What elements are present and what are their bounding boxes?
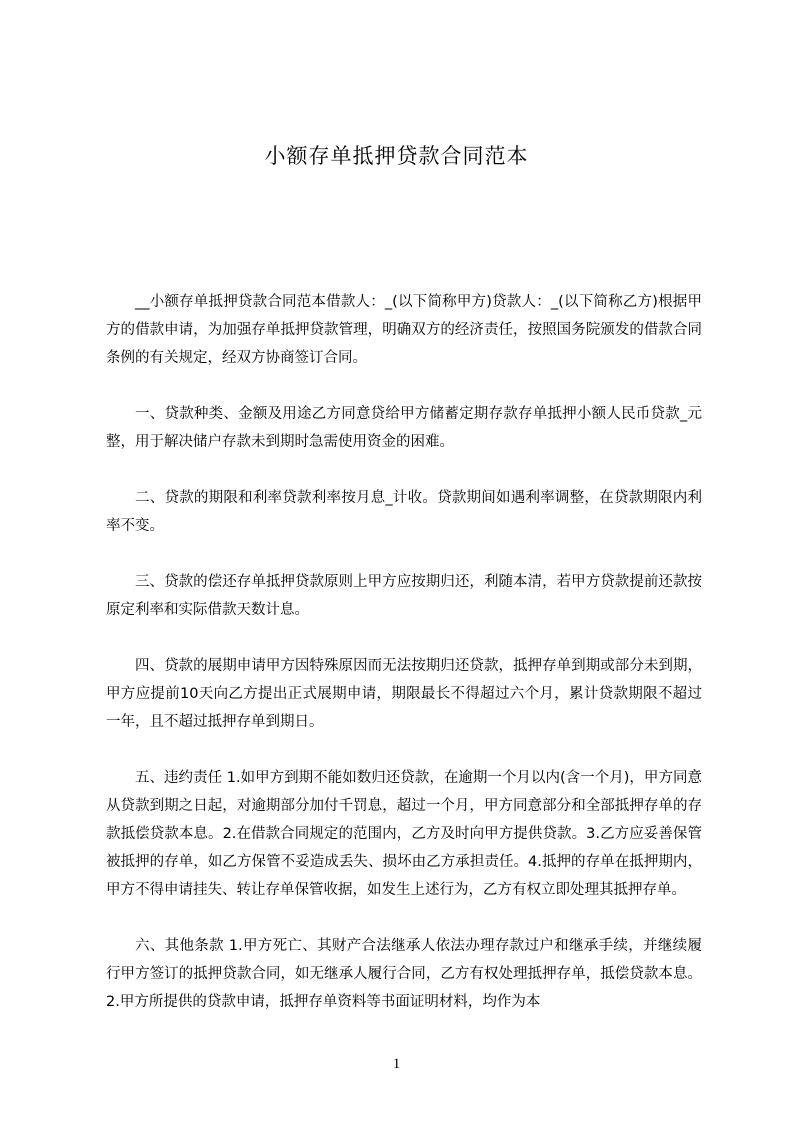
paragraph-clause-5: 五、违约责任 1.如甲方到期不能如数归还贷款，在逾期一个月以内(含一个月)，甲方同意从贷款到期之日起，对逾期部分加付千罚息，超过一个月，甲方同意部分和全部抵押存单的存款抵偿贷款本息。2.在借款合同规定的范围内，乙方及时向甲方提供贷款。3.乙方应妥善保管被抵押的存单，如乙方保管不妥造成丢失、损坏由乙方承担责任。4.抵押的存单在抵押期内，甲方不得申请挂失、转让存单保管收据，如发生上述行为，乙方有权立即处理其抵押存单。 [106,770,702,898]
paragraph-clause-6: 六、其他条款 1.甲方死亡、其财产合法继承人依法办理存款过户和继承手续，并继续履行甲方签订的抵押贷款合同，如无继承人履行合同，乙方有权处理抵押存单，抵偿贷款本息。2.甲方所提供的贷款申请，抵押存单资料等书面证明材料，均作为本 [106,938,702,1010]
paragraph-preamble: __小额存单抵押贷款合同范本借款人：_(以下简称甲方)贷款人：_(以下简称乙方)根据甲方的借款申请，为加强存单抵押贷款管理，明确双方的经济责任，按照国务院颁发的借款合同条例的有关规定，经双方协商签订合同。 [106,294,702,366]
paragraph-clause-4: 四、贷款的展期申请甲方因特殊原因而无法按期归还贷款，抵押存单到期或部分未到期，甲方应提前10天向乙方提出正式展期申请，期限最长不得超过六个月，累计贷款期限不超过一年，且不超过抵押存单到期日。 [106,658,702,730]
page-number: 1 [392,1056,401,1072]
paragraph-clause-3: 三、贷款的偿还存单抵押贷款原则上甲方应按期归还，利随本清，若甲方贷款提前还款按原定利率和实际借款天数计息。 [106,574,702,618]
document-title: 小额存单抵押贷款合同范本 [264,144,529,168]
document-body [106,288,702,1044]
paragraph-clause-1: 一、贷款种类、金额及用途乙方同意贷给甲方储蓄定期存款存单抵押小额人民币贷款_元整，用于解决储户存款未到期时急需使用资金的困难。 [106,406,702,450]
paragraph-clause-2: 二、贷款的期限和利率贷款利率按月息_计收。贷款期间如遇利率调整，在贷款期限内利率不变。 [106,490,702,534]
